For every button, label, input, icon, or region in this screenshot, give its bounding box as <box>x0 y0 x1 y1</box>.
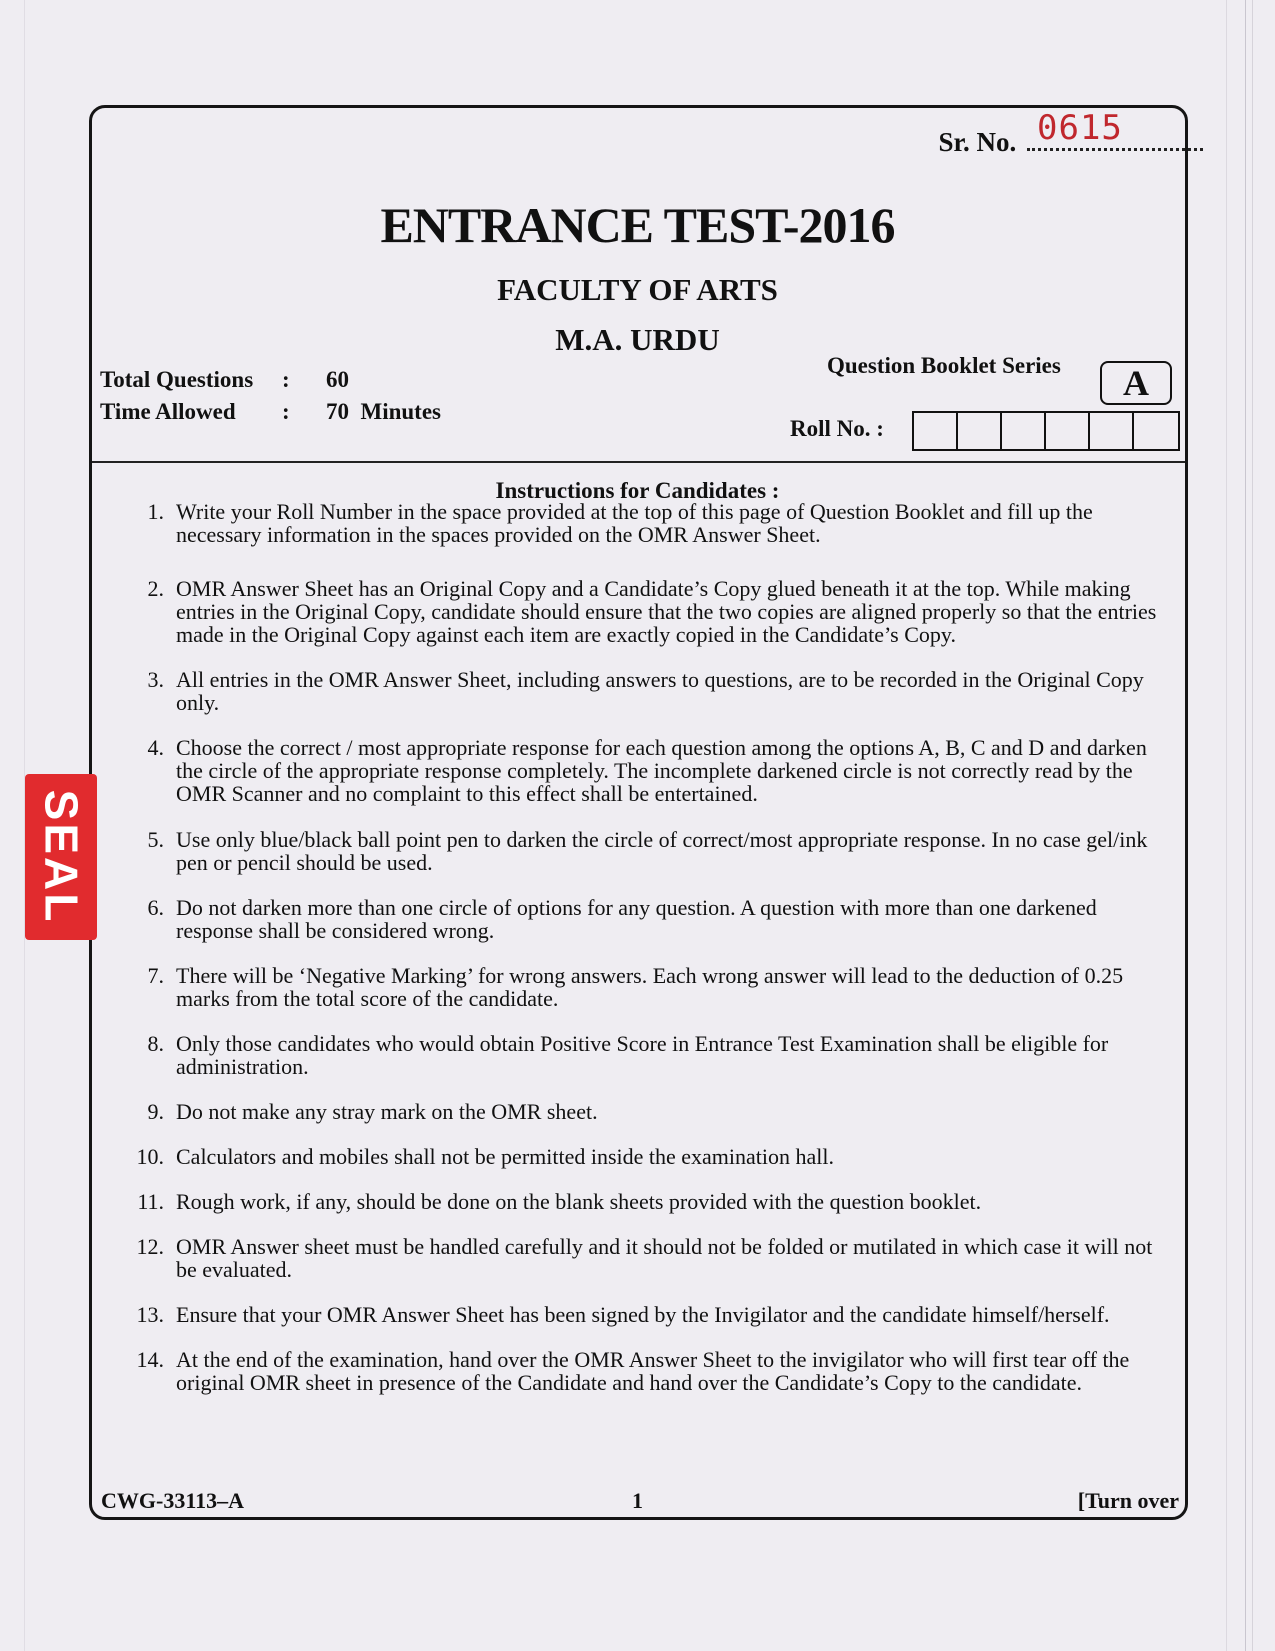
instruction-item: 8. Only those candidates who would obtain Positive Score in Entrance Test Examination shall be eligible for administration. <box>147 1031 1109 1079</box>
time-allowed-value: 70 Minutes <box>326 399 441 424</box>
time-allowed-label: Time Allowed <box>100 399 236 424</box>
instruction-item: 1. Write your Roll Number in the space provided at the top of this page of Question Booklet and fill up the necessary information in the spaces provided on the OMR Answer Sheet. <box>147 499 1093 547</box>
instruction-item: 12. OMR Answer sheet must be handled carefully and it should not be folded or mutilated in which case it will not be evaluated. <box>136 1234 1153 1282</box>
serial-dotted-line <box>1027 108 1203 151</box>
roll-digit-box[interactable] <box>1090 413 1134 449</box>
separator: : <box>282 367 290 392</box>
instruction-item: 2. OMR Answer Sheet has an Original Copy and a Candidate’s Copy glued beneath it at the top. While making entries in the Original Copy, candidate should ensure that the two copies are aligned properly so that the entries made in the Original Copy against each item are exactly copied in the Candidate’s Copy. <box>147 576 1157 647</box>
header-divider <box>92 461 1185 463</box>
roll-digit-box[interactable] <box>1002 413 1046 449</box>
total-questions-row <box>100 367 349 393</box>
time-allowed-row <box>100 399 441 425</box>
roll-digit-box[interactable] <box>1134 413 1178 449</box>
instruction-item: 14. At the end of the examination, hand over the OMR Answer Sheet to the invigilator who will first tear off the original OMR sheet in presence of the Candidate and hand over the Candidate’s Copy to the candidate. <box>136 1347 1130 1395</box>
faculty-heading: FACULTY OF ARTS <box>497 272 778 307</box>
instruction-item: 5. Use only blue/black ball point pen to darken the circle of correct/most appropriate response. In no case gel/ink pen or pencil should be used. <box>147 827 1148 875</box>
serial-number: 0615 <box>1037 108 1123 148</box>
serial-number-field <box>938 108 1203 158</box>
instruction-item: 3. All entries in the OMR Answer Sheet, including answers to questions, are to be recorded in the Original Copy only. <box>147 667 1144 715</box>
page-number: 1 <box>632 1488 643 1513</box>
serial-label: Sr. No. <box>938 127 1017 157</box>
instruction-item: 9. Do not make any stray mark on the OMR sheet. <box>147 1099 598 1124</box>
instruction-item: 11. Rough work, if any, should be done on the blank sheets provided with the question booklet. <box>137 1189 982 1214</box>
roll-no-boxes[interactable] <box>912 411 1180 451</box>
instruction-item: 4. Choose the correct / most appropriate response for each question among the options A, B, C and D and darken the circle of the appropriate response completely. The incomplete darkened circle is not correctly read by the OMR Scanner and no complaint to this effect shall be entertained. <box>147 735 1147 806</box>
roll-no-label: Roll No. : <box>790 416 884 441</box>
total-questions-label: Total Questions <box>100 367 254 392</box>
roll-digit-box[interactable] <box>914 413 958 449</box>
total-questions-value: 60 <box>326 367 349 392</box>
seal-label: SEAL <box>35 789 87 925</box>
separator: : <box>282 399 290 424</box>
roll-digit-box[interactable] <box>958 413 1002 449</box>
instruction-item: 6. Do not darken more than one circle of options for any question. A question with more than one darkened response shall be considered wrong. <box>147 895 1097 943</box>
instruction-item: 13. Ensure that your OMR Answer Sheet has been signed by the Invigilator and the candidate himself/herself. <box>136 1302 1110 1327</box>
instructions-heading: Instructions for Candidates : <box>495 478 780 503</box>
booklet-series-label: Question Booklet Series <box>827 353 1061 378</box>
instruction-item: 10. Calculators and mobiles shall not be permitted inside the examination hall. <box>136 1144 835 1169</box>
seal-sticker <box>25 774 97 940</box>
booklet-code: CWG-33113–A <box>101 1488 244 1513</box>
booklet-series-box: A <box>1100 361 1172 405</box>
roll-digit-box[interactable] <box>1046 413 1090 449</box>
course-heading: M.A. URDU <box>555 322 720 357</box>
instruction-item: 7. There will be ‘Negative Marking’ for wrong answers. Each wrong answer will lead to the deduction of 0.25 marks from the total score of the candidate. <box>147 963 1124 1011</box>
page-title: ENTRANCE TEST-2016 <box>380 197 895 253</box>
turn-over-label: [Turn over <box>1077 1488 1179 1513</box>
